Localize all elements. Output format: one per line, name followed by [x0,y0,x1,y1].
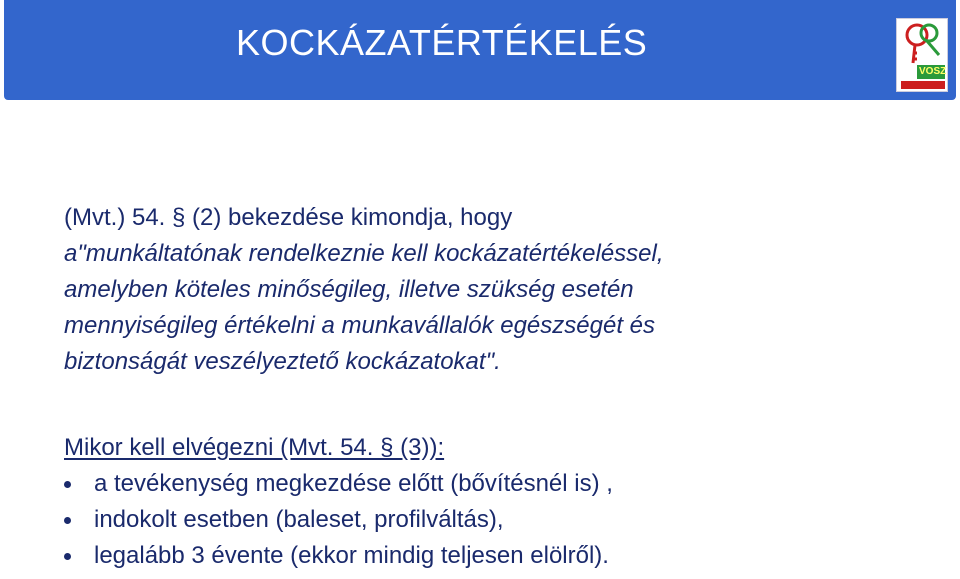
question-heading: Mikor kell elvégezni (Mvt. 54. § (3)): [64,434,445,461]
key-logo-icon [897,19,947,91]
quote-line-2: a"munkáltatónak rendelkeznie kell kockázatértékeléssel, [64,240,664,267]
list-item [64,466,613,502]
slide-header [4,0,956,100]
vosz-logo [896,18,948,92]
bullet-list [64,466,613,574]
law-quote [64,200,944,380]
logo-text: VOSZ [919,66,947,77]
bullet-icon [64,481,71,488]
slide-title: KOCKÁZATÉRTÉKELÉS [236,22,648,63]
quote-line-1: (Mvt.) 54. § (2) bekezdése kimondja, hogy [64,204,513,231]
bullet-icon [64,517,71,524]
quote-line-5: biztonságát veszélyeztető kockázatokat". [64,348,501,375]
list-item-text: legalább 3 évente (ekkor mindig teljesen elölről). [94,542,609,569]
list-item-text: indokolt esetben (baleset, profilváltás), [94,506,504,533]
list-item-text: a tevékenység megkezdése előtt (bővítésnél is) , [94,470,613,497]
quote-line-4: mennyiségileg értékelni a munkavállalók egészségét és [64,312,655,339]
list-item [64,502,613,538]
list-item [64,538,613,574]
quote-line-3: amelyben köteles minőségileg, illetve szükség esetén [64,276,634,303]
bullet-icon [64,553,71,560]
